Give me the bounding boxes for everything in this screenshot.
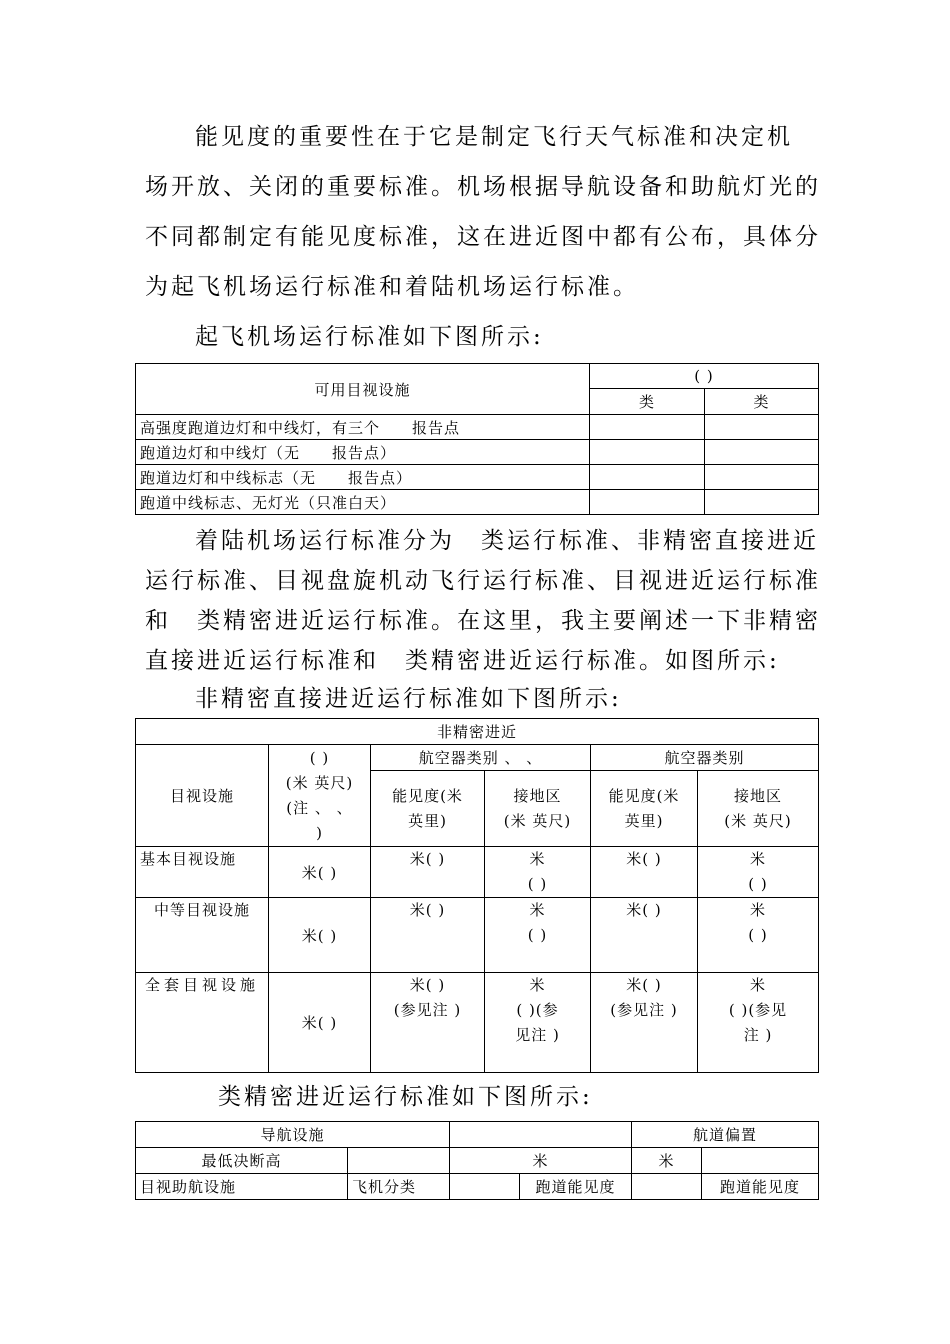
npa-vis-cell: 米( ): [591, 898, 698, 973]
npa-tdz-cell: 米 ( ): [485, 847, 591, 898]
npa-vis-cell: 米( ) (参见注 ): [371, 973, 485, 1073]
npa-tdz-header: 接地区 (米 英尺): [698, 771, 819, 847]
pa-empty-cell: [348, 1148, 450, 1174]
takeoff-caption: 起飞机场运行标准如下图所示:: [195, 324, 544, 350]
takeoff-row-label: 跑道边灯和中线灯（无 报告点）: [136, 440, 590, 465]
npa-vis-cell: 米( ): [591, 847, 698, 898]
pa-min-dh: 最低决断高: [136, 1148, 348, 1174]
npa-tdz-cell: 米 ( ): [698, 898, 819, 973]
npa-caption: 非精密直接进近运行标准如下图所示:: [195, 686, 622, 712]
npa-vis-cell: 米( ): [371, 898, 485, 973]
pa-meter-cell: 米: [450, 1148, 632, 1174]
npa-tdz-cell: 米 ( ): [485, 898, 591, 973]
takeoff-cell: [705, 465, 819, 490]
intro-line: 为起飞机场运行标准和着陆机场运行标准。: [145, 274, 639, 300]
landing-paragraph: [145, 522, 821, 674]
intro-line: 场开放、关闭的重要标准。机场根据导航设备和助航灯光的: [145, 174, 821, 200]
intro-line: 不同都制定有能见度标准，这在进近图中都有公布，具体分: [145, 224, 821, 250]
takeoff-cell: [590, 465, 705, 490]
npa-row-name: 中等目视设施: [136, 898, 269, 973]
pa-aircraft-class: 飞机分类: [348, 1174, 450, 1200]
npa-vis-header: 能见度(米 英里): [371, 771, 485, 847]
pa-table: [135, 1121, 819, 1200]
takeoff-row-label: 跑道中线标志、无灯光（只准白天）: [136, 490, 590, 515]
landing-line: 直接进近运行标准和 类精密进近运行标准。如图所示:: [145, 648, 780, 674]
landing-line: 着陆机场运行标准分为 类运行标准、非精密直接进近: [195, 528, 819, 554]
takeoff-header-right: ( ): [590, 364, 819, 389]
landing-line: 和 类精密进近运行标准。在这里，我主要阐述一下非精密: [145, 608, 821, 634]
takeoff-row-label: 跑道边灯和中线标志（无 报告点）: [136, 465, 590, 490]
intro-paragraph: [145, 118, 821, 308]
pa-rvr-cell: 跑道能见度: [520, 1174, 632, 1200]
pa-visual-aids: 目视助航设施: [136, 1174, 348, 1200]
takeoff-table: [135, 363, 819, 515]
pa-empty-cell: [450, 1174, 520, 1200]
npa-mda-header: ( ) (米 英尺) (注 、 、 ): [269, 745, 371, 847]
npa-mda-cell: 米( ): [269, 847, 371, 898]
pa-rvr-cell: 跑道能见度: [702, 1174, 819, 1200]
takeoff-cell: [590, 415, 705, 440]
npa-tdz-cell: 米 ( )(参 见注 ): [485, 973, 591, 1073]
npa-title: 非精密进近: [136, 719, 819, 745]
npa-mda-cell: 米( ): [269, 973, 371, 1073]
npa-visual-facility-header: 目视设施: [136, 745, 269, 847]
takeoff-cell: [705, 490, 819, 515]
pa-caption: 类精密进近运行标准如下图所示:: [218, 1084, 593, 1110]
takeoff-cell: [705, 415, 819, 440]
pa-empty-cell: [702, 1148, 819, 1174]
takeoff-cell: [590, 440, 705, 465]
pa-empty-cell: [632, 1174, 702, 1200]
intro-line: 能见度的重要性在于它是制定飞行天气标准和决定机: [195, 124, 793, 150]
npa-group1-header: 航空器类别 、 、: [371, 745, 591, 771]
pa-nav-facility: 导航设施: [136, 1122, 450, 1148]
npa-vis-cell: 米( ) (参见注 ): [591, 973, 698, 1073]
npa-tdz-cell: 米 ( )(参见 注 ): [698, 973, 819, 1073]
pa-meter-cell: 米: [632, 1148, 702, 1174]
npa-vis-cell: 米( ): [371, 847, 485, 898]
takeoff-class-b: 类: [705, 389, 819, 415]
takeoff-header-facility: 可用目视设施: [136, 364, 590, 415]
takeoff-cell: [590, 490, 705, 515]
npa-row-name: 基本目视设施: [136, 847, 269, 898]
npa-vis-header: 能见度(米 英里): [591, 771, 698, 847]
landing-line: 运行标准、目视盘旋机动飞行运行标准、目视进近运行标准: [145, 568, 821, 594]
npa-tdz-header: 接地区 (米 英尺): [485, 771, 591, 847]
npa-row-name: 全套目视设施: [136, 973, 269, 1073]
takeoff-row-label: 高强度跑道边灯和中线灯，有三个 报告点: [136, 415, 590, 440]
npa-table: [135, 718, 819, 1073]
npa-group2-header: 航空器类别: [591, 745, 819, 771]
npa-mda-cell: 米( ): [269, 898, 371, 973]
npa-tdz-cell: 米 ( ): [698, 847, 819, 898]
takeoff-class-a: 类: [590, 389, 705, 415]
pa-empty-cell: [450, 1122, 632, 1148]
pa-course-offset: 航道偏置: [632, 1122, 819, 1148]
takeoff-cell: [705, 440, 819, 465]
